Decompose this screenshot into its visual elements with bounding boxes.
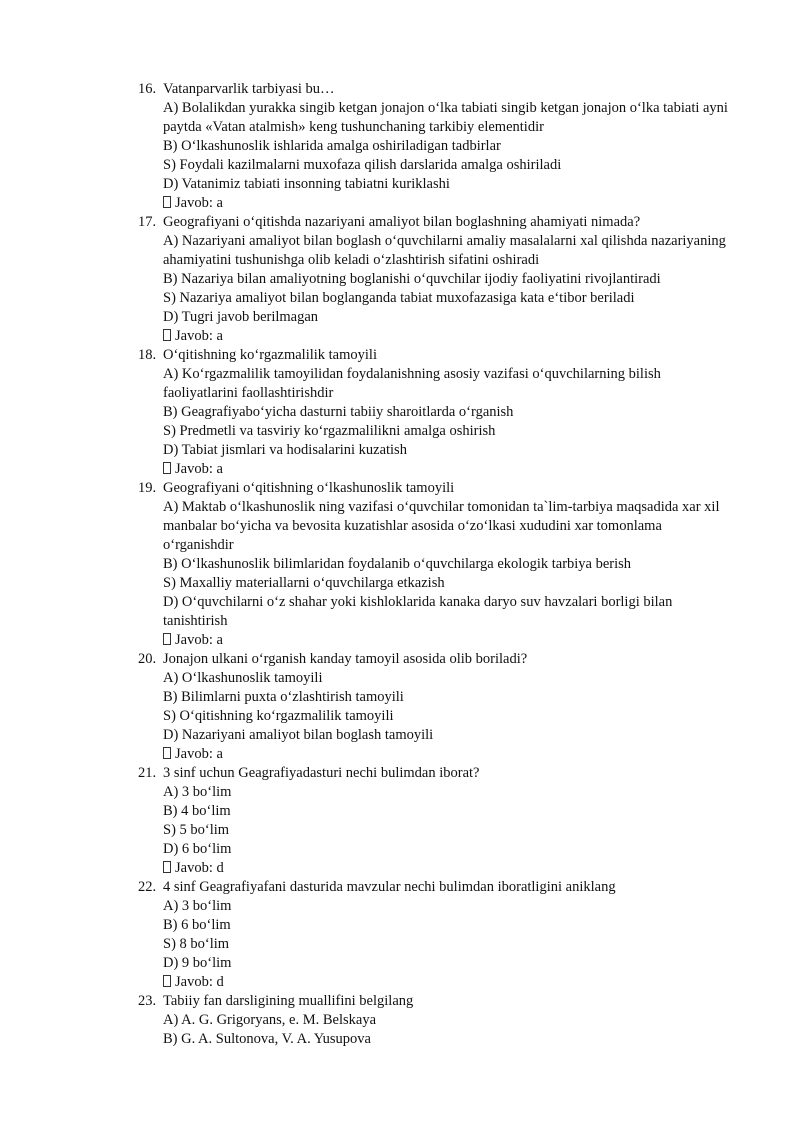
missing-glyph-icon — [163, 747, 171, 759]
question-text: O‘qitishning ko‘rgazmalilik tamoyili — [163, 347, 377, 363]
option-s: S) 8 bo‘lim — [163, 936, 230, 952]
answer-line — [163, 859, 735, 878]
option-s: S) Nazariya amaliyot bilan boglanganda tabiat muxofazasiga kata e‘tibor beriladi — [163, 290, 635, 306]
option-b: B) 6 bo‘lim — [163, 917, 231, 933]
question-20 — [0, 650, 735, 764]
question-text: Tabiiy fan darsligining muallifini belgilang — [163, 993, 414, 1009]
option-b: B) G. A. Sultonova, V. A. Yusupova — [163, 1031, 371, 1047]
answer-text: Javob: a — [175, 195, 223, 211]
question-text: 3 sinf uchun Geagrafiyadasturi nechi bulimdan iborat? — [163, 765, 480, 781]
option-a: A) Nazariyani amaliyot bilan boglash o‘quvchilarni amaliy masalalarni xal qilishda nazariyaning ahamiyatini tushunishga olib keladi o‘zlashtirish sifatini oshiradi — [163, 233, 726, 268]
option-b: B) 4 bo‘lim — [163, 803, 231, 819]
answer-text: Javob: d — [175, 860, 224, 876]
option-b: B) O‘lkashunoslik bilimlaridan foydalanib o‘quvchilarga ekologik tarbiya berish — [163, 556, 632, 572]
document-page — [0, 80, 800, 1049]
option-a: A) Maktab o‘lkashunoslik ning vazifasi o‘quvchilar tomonidan ta`lim-tarbiya maqsadida xar xil manbalar bo‘yicha va bevosita kuzatishlar asosida o‘zo‘lkasi xududini xar tomonlama o‘rganishdir — [163, 499, 720, 553]
option-s: S) O‘qitishning ko‘rgazmalilik tamoyili — [163, 708, 394, 724]
option-d: D) Tugri javob berilmagan — [163, 309, 319, 325]
answer-line — [163, 631, 735, 650]
question-number: 18. — [138, 347, 157, 363]
question-text: Geografiyani o‘qitishda nazariyani amaliyot bilan boglashning ahamiyati nimada? — [163, 214, 641, 230]
question-number: 17. — [138, 214, 157, 230]
option-a: A) 3 bo‘lim — [163, 784, 232, 800]
option-d: D) 9 bo‘lim — [163, 955, 232, 971]
option-b: B) Bilimlarni puxta o‘zlashtirish tamoyili — [163, 689, 404, 705]
missing-glyph-icon — [163, 861, 171, 873]
answer-text: Javob: d — [175, 974, 224, 990]
missing-glyph-icon — [163, 975, 171, 987]
option-b: B) O‘lkashunoslik ishlarida amalga oshiriladigan tadbirlar — [163, 138, 501, 154]
answer-text: Javob: a — [175, 328, 223, 344]
question-21 — [0, 764, 735, 878]
question-number: 16. — [138, 81, 157, 97]
answer-text: Javob: a — [175, 632, 223, 648]
question-19 — [0, 479, 735, 650]
missing-glyph-icon — [163, 329, 171, 341]
option-d: D) 6 bo‘lim — [163, 841, 232, 857]
option-d: D) Vatanimiz tabiati insonning tabiatni kuriklashi — [163, 176, 450, 192]
question-16 — [0, 80, 735, 213]
question-text: Jonajon ulkani o‘rganish kanday tamoyil asosida olib boriladi? — [163, 651, 528, 667]
option-b: B) Nazariya bilan amaliyotning boglanishi o‘quvchilar ijodiy faoliyatini rivojlantiradi — [163, 271, 661, 287]
answer-line — [163, 327, 735, 346]
question-text: Vatanparvarlik tarbiyasi bu… — [163, 81, 335, 97]
answer-line — [163, 973, 735, 992]
question-number: 22. — [138, 879, 157, 895]
question-17 — [0, 213, 735, 346]
question-number: 20. — [138, 651, 157, 667]
answer-text: Javob: a — [175, 746, 223, 762]
question-text: Geografiyani o‘qitishning o‘lkashunoslik tamoyili — [163, 480, 455, 496]
option-a: A) Bolalikdan yurakka singib ketgan jonajon o‘lka tabiati singib ketgan jonajon o‘lka tabiati ayni paytda «Vatan atalmish» keng tushunchaning tarkibiy elementidir — [163, 100, 728, 135]
option-a: A) 3 bo‘lim — [163, 898, 232, 914]
option-a: A) A. G. Grigoryans, e. M. Belskaya — [163, 1012, 377, 1028]
option-s: S) 5 bo‘lim — [163, 822, 230, 838]
option-a: A) Ko‘rgazmalilik tamoyilidan foydalanishning asosiy vazifasi o‘quvchilarning bilish faoliyatlarini faollashtirishdir — [163, 366, 661, 401]
question-number: 19. — [138, 480, 157, 496]
option-d: D) O‘quvchilarni o‘z shahar yoki kishloklarida kanaka daryo suv havzalari borligi bilan tanishtirish — [163, 594, 673, 629]
question-number: 21. — [138, 765, 157, 781]
missing-glyph-icon — [163, 462, 171, 474]
question-22 — [0, 878, 735, 992]
question-number: 23. — [138, 993, 157, 1009]
option-s: S) Maxalliy materiallarni o‘quvchilarga etkazish — [163, 575, 445, 591]
missing-glyph-icon — [163, 196, 171, 208]
answer-line — [163, 745, 735, 764]
option-s: S) Foydali kazilmalarni muxofaza qilish darslarida amalga oshiriladi — [163, 157, 562, 173]
question-23 — [0, 992, 735, 1049]
missing-glyph-icon — [163, 633, 171, 645]
option-d: D) Tabiat jismlari va hodisalarini kuzatish — [163, 442, 407, 458]
answer-line — [163, 194, 735, 213]
answer-line — [163, 460, 735, 479]
option-d: D) Nazariyani amaliyot bilan boglash tamoyili — [163, 727, 434, 743]
question-text: 4 sinf Geagrafiyafani dasturida mavzular nechi bulimdan iboratligini aniklang — [163, 879, 616, 895]
question-18 — [0, 346, 735, 479]
option-a: A) O‘lkashunoslik tamoyili — [163, 670, 323, 686]
answer-text: Javob: a — [175, 461, 223, 477]
option-s: S) Predmetli va tasviriy ko‘rgazmalilikni amalga oshirish — [163, 423, 496, 439]
option-b: B) Geagrafiyabo‘yicha dasturni tabiiy sharoitlarda o‘rganish — [163, 404, 514, 420]
